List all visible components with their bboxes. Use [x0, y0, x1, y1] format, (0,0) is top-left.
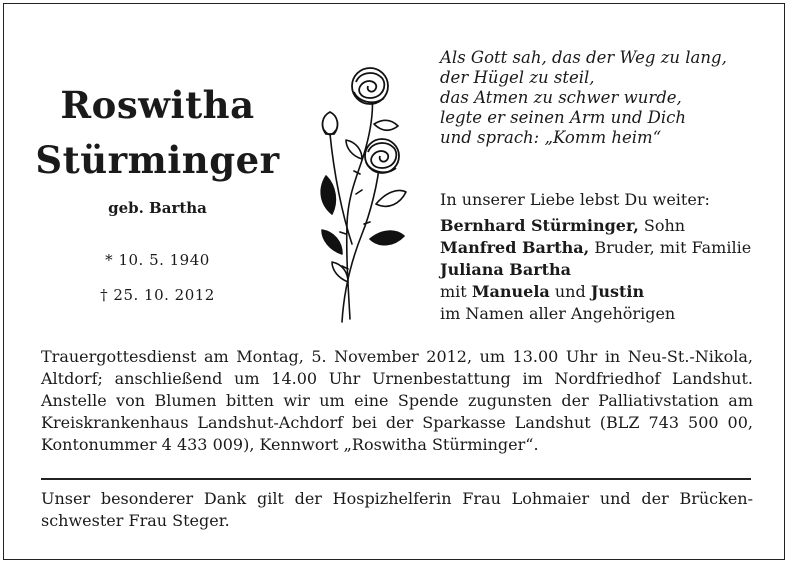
birth-date: * 10. 5. 1940 [105, 251, 210, 269]
mourner-name: Bernhard Stürminger, [440, 216, 639, 235]
maiden-name: geb. Bartha [108, 199, 207, 217]
poem-line: der Hügel zu steil, [440, 68, 595, 87]
thanks-note: Unser besonderer Dank gilt der Hospizhelferin Frau Lohmaier und der Brücken-schwester Frau Steger. [41, 489, 753, 530]
mourner-name: Juliana Bartha [440, 260, 572, 279]
deceased-first-name: Roswitha [60, 83, 255, 127]
mourner-relation: Sohn [638, 216, 686, 235]
divider [41, 478, 751, 480]
death-date: † 25. 10. 2012 [100, 286, 215, 304]
poem-line: das Atmen zu schwer wurde, [440, 88, 682, 107]
mourners-intro: In unserer Liebe lebst Du weiter: [440, 190, 710, 209]
mourner-relation: Bruder, mit Familie [589, 238, 752, 257]
mourner-text: und [549, 282, 591, 301]
mourners-list [440, 189, 775, 325]
mourner-line [440, 237, 775, 259]
mourner-line: im Namen aller Angehörigen [440, 304, 676, 323]
deceased-last-name: Stürminger [35, 138, 280, 182]
mourner-line [440, 281, 775, 303]
mourner-text: mit [440, 282, 472, 301]
poem-line: Als Gott sah, das der Weg zu lang, [440, 48, 727, 67]
poem [440, 48, 770, 148]
rose-icon [312, 64, 412, 324]
mourner-line [440, 259, 775, 281]
mourner-line [440, 215, 775, 237]
mourner-name: Manuela [471, 282, 550, 301]
mourner-name: Justin [590, 282, 645, 301]
poem-line: und sprach: „Komm heim“ [440, 128, 662, 147]
mourner-name: Manfred Bartha, [440, 238, 590, 257]
poem-line: legte er seinen Arm und Dich [440, 108, 687, 127]
service-details: Trauergottesdienst am Montag, 5. November 2012, um 13.00 Uhr in Neu-St.-Nikola, Altdorf; anschließend um 14.00 Uhr Urnenbestattung im Nordfriedhof Landshut. Anstelle von Blumen bitten wir um eine Spende zugunsten der Palliativstation am Kreiskrankenhaus Landshut-Achdorf bei der Sparkasse Landshut (BLZ 743 500 00, Kontonummer 4 433 009), Kennwort „Roswitha Stürminger“. [41, 347, 753, 454]
